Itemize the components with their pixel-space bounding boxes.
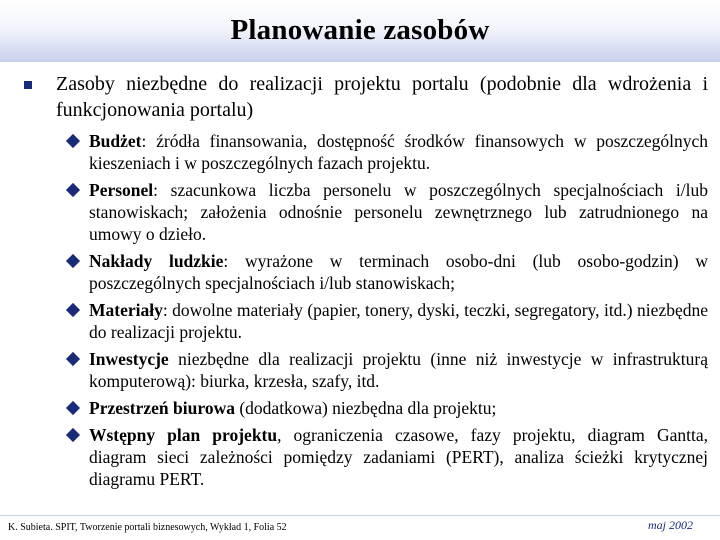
item-text: : szacunkowa liczba personelu w poszczególnych specjalnościach i/lub stanowiskach; założenia odnośnie personelu zewnętrznego lub zatrudnionego na umowy o dzieło. (89, 180, 708, 244)
footer-citation: K. Subieta. SPIT, Tworzenie portali biznesowych, Wykład 1, Folia 52 (8, 522, 287, 533)
item-text: : źródła finansowania, dostępność środków finansowych w poszczególnych kieszeniach i w poszczególnych fazach projektu. (89, 131, 708, 173)
item-term: Przestrzeń biurowa (89, 398, 235, 418)
list-item-materialy (66, 299, 708, 343)
diamond-bullet-icon (66, 183, 80, 197)
diamond-bullet-icon (66, 254, 80, 268)
diamond-bullet-icon (66, 134, 80, 148)
slide-title: Planowanie zasobów (230, 14, 490, 46)
list-item-naklady (66, 250, 708, 294)
diamond-bullet-icon (66, 303, 80, 317)
list-item-plan (66, 424, 708, 490)
resource-list (66, 130, 708, 495)
item-term: Inwestycje (89, 349, 169, 369)
item-text: (dodatkowa) niezbędna dla projektu; (234, 398, 497, 418)
diamond-bullet-icon (66, 428, 80, 442)
item-term: Wstępny plan projektu (89, 425, 278, 445)
item-term: Budżet (89, 131, 142, 151)
item-text: , ograniczenia czasowe, fazy projektu, diagram Gantta, diagram sieci zależności pomiędzy zadaniami (PERT), analiza ścieżki krytycznej diagramu PERT. (89, 425, 708, 489)
item-text: : dowolne materiały (papier, tonery, dyski, teczki, segregatory, itd.) niezbędne do realizacji projektu. (89, 300, 708, 342)
diamond-bullet-icon (66, 352, 80, 366)
footer-date: maj 2002 (648, 518, 693, 532)
item-text: niezbędne dla realizacji projektu (inne niż inwestycje w infrastrukturą komputerową): biurka, krzesła, szafy, itd. (89, 349, 708, 391)
list-item-przestrzen (66, 397, 708, 419)
list-item-personel (66, 179, 708, 245)
item-term: Materiały (89, 300, 163, 320)
item-term: Nakłady ludzkie (89, 251, 224, 271)
main-point: Zasoby niezbędne do realizacji projektu portalu (podobnie dla wdrożenia i funkcjonowania portalu) (56, 73, 708, 121)
item-text: : wyrażone w terminach osobo-dni (lub osobo-godzin) w poszczególnych specjalnościach i/lub stanowiskach; (89, 251, 708, 293)
diamond-bullet-icon (66, 401, 80, 415)
list-item-budzet (66, 130, 708, 174)
item-term: Personel (89, 180, 154, 200)
square-bullet-icon (24, 81, 32, 89)
list-item-inwestycje (66, 348, 708, 392)
footer-divider (0, 515, 720, 516)
